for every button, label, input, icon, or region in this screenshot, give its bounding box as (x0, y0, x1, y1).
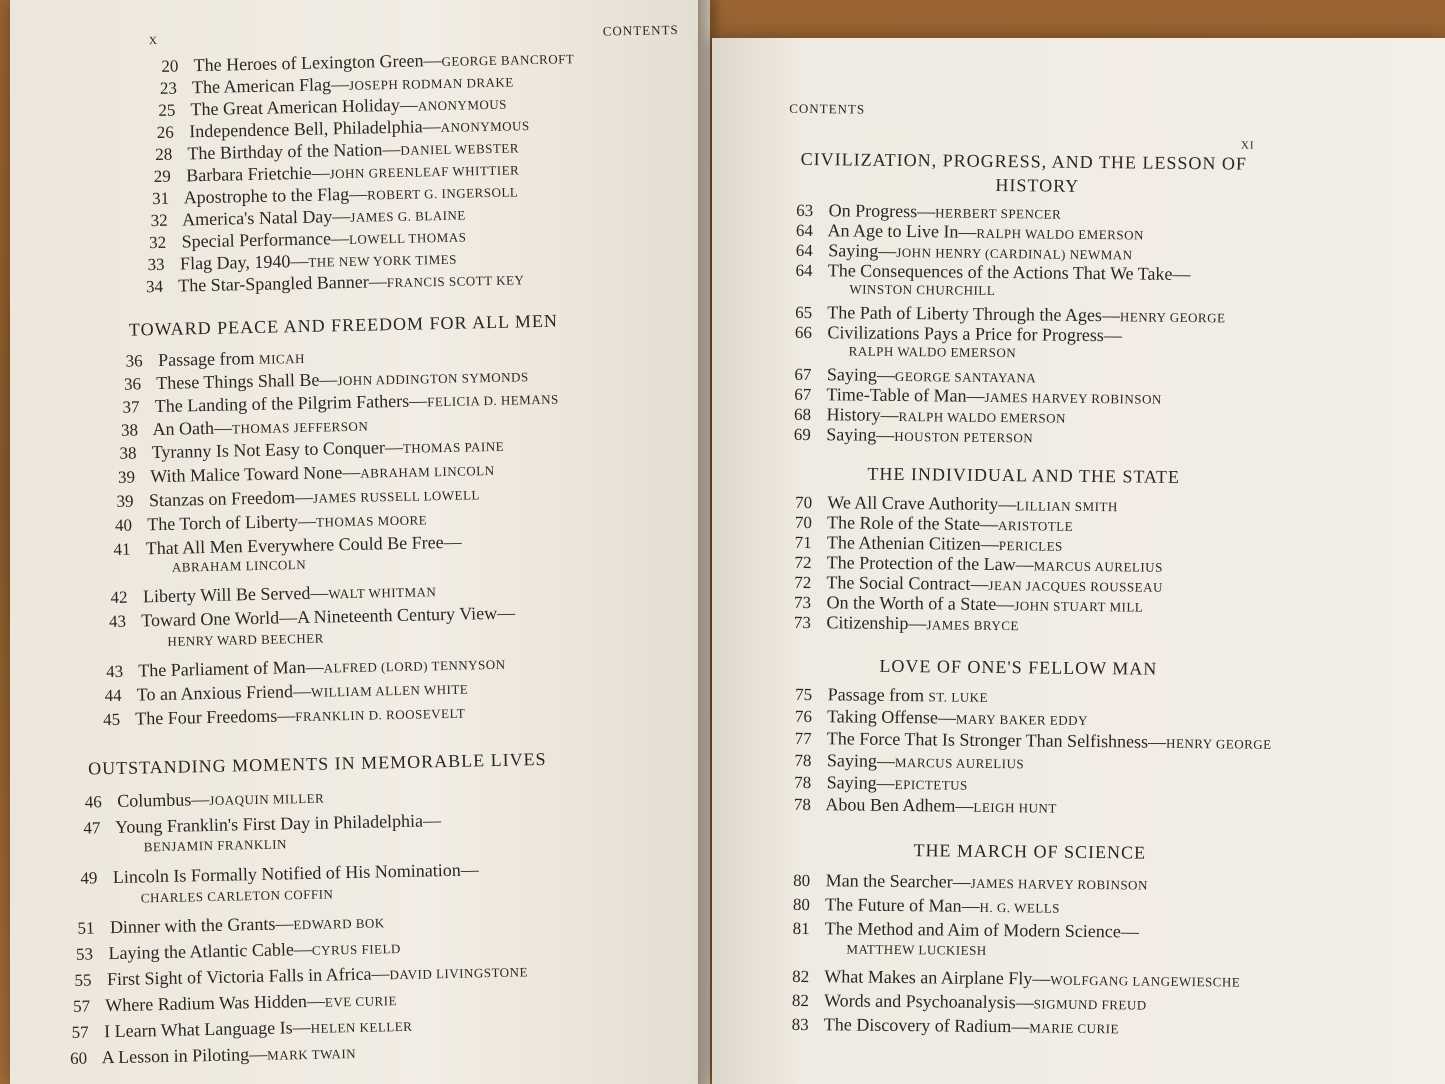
entry-author: HENRY GEORGE (1166, 735, 1272, 752)
toc-entry: 77 The Force That Is Stronger Than Selfishness—HENRY GEORGE (794, 728, 1272, 752)
entry-title: Passage from (827, 684, 929, 706)
page-number: 77 (794, 728, 812, 749)
entry-author: EPICTETUS (894, 776, 968, 793)
entry-author: PERICLES (998, 538, 1063, 554)
page-number: 38 (119, 443, 137, 463)
entry-author: JEAN JACQUES ROUSSEAU (988, 577, 1163, 595)
entry-title: That All Men Everywhere Could Be Free— (145, 531, 462, 559)
page-number: 70 (795, 492, 813, 513)
toc-entry: 73 Citizenship—JAMES BRYCE (793, 612, 1020, 634)
page-number: 67 (794, 364, 812, 385)
entry-author: HERBERT SPENCER (935, 205, 1062, 222)
page-number: 71 (794, 532, 812, 553)
toc-entry: 53 Laying the Atlantic Cable—CYRUS FIELD (75, 938, 401, 964)
entry-title: Young Franklin's First Day in Philadelphia— (114, 810, 442, 837)
entry-title: The Method and Aim of Modern Science— (824, 918, 1139, 942)
entry-author-continuation: WINSTON CHURCHILL (849, 281, 996, 298)
entry-title: The Consequences of the Actions That We Take— (827, 260, 1191, 285)
page-number: 43 (105, 661, 124, 682)
page-number: 51 (77, 918, 95, 938)
entry-author: JOHN ADDINGTON SYMONDS (337, 369, 529, 389)
entry-author: DANIEL WEBSTER (400, 140, 520, 158)
page-number: 23 (159, 78, 178, 98)
entry-title: Independence Bell, Philadelphia (189, 116, 423, 142)
page-number: 72 (794, 552, 812, 573)
page-number: 68 (793, 404, 812, 425)
left-page (10, 0, 710, 1084)
entry-title: Man the Searcher (825, 870, 953, 892)
toc-entry: 65 The Path of Liberty Through the Ages—HENRY GEORGE (795, 302, 1226, 326)
entry-author: LOWELL THOMAS (348, 229, 467, 247)
entry-title: The Protection of the Law (826, 552, 1016, 575)
section-heading: OUTSTANDING MOMENTS IN MEMORABLE LIVES (87, 748, 547, 779)
toc-entry: 68 History—RALPH WALDO EMERSON (793, 404, 1067, 426)
entry-author: JOHN STUART MILL (1014, 598, 1144, 615)
toc-entry: 76 Taking Offense—MARY BAKER EDDY (794, 706, 1088, 728)
page-number: 70 (794, 512, 813, 533)
entry-title: Words and Psychoanalysis (824, 990, 1016, 1013)
entry-author: JAMES HARVEY ROBINSON (984, 389, 1162, 407)
toc-entry: 45 The Four Freedoms—FRANKLIN D. ROOSEVELT (102, 705, 466, 730)
toc-entry: 39 Stanzas on Freedom—JAMES RUSSELL LOWELL (116, 486, 481, 511)
page-number: 57 (72, 996, 91, 1016)
right-page (712, 38, 1445, 1084)
entry-title: On the Worth of a State (826, 592, 997, 615)
entry-title: Abou Ben Adhem (825, 794, 956, 816)
page-number: 26 (156, 122, 175, 142)
page-number: 78 (794, 750, 812, 771)
entry-author: JAMES RUSSELL LOWELL (312, 487, 481, 506)
entry-title: The Four Freedoms (135, 705, 278, 729)
right-page-content (712, 38, 1445, 1084)
page-number: 78 (793, 794, 812, 815)
toc-entry: 32 America's Natal Day—JAMES G. BLAINE (150, 205, 466, 231)
toc-entry: 23 The American Flag—JOSEPH RODMAN DRAKE (159, 73, 514, 98)
toc-entry (80, 858, 479, 889)
toc-entry: 20 The Heroes of Lexington Green—GEORGE BANCROFT (161, 49, 575, 76)
page-number: 41 (113, 539, 131, 559)
page-number: 75 (795, 684, 813, 705)
entry-author: LEIGH HUNT (973, 799, 1057, 816)
entry-author: RALPH WALDO EMERSON (976, 225, 1144, 243)
section-heading: CIVILIZATION, PROGRESS, AND THE LESSON OF (800, 148, 1248, 174)
entry-author: JOHN HENRY (CARDINAL) NEWMAN (896, 244, 1133, 263)
toc-entry: 78 Saying—MARCUS AURELIUS (794, 750, 1025, 772)
toc-entry: 57 I Learn What Language Is—HELEN KELLER (71, 1016, 413, 1042)
entry-title: The Path of Liberty Through the Ages (827, 302, 1103, 326)
page-number: 64 (795, 220, 814, 241)
left-running-head: CONTENTS (602, 22, 679, 39)
section-heading: TOWARD PEACE AND FREEDOM FOR ALL MEN (128, 310, 559, 340)
entry-author: ROBERT G. INGERSOLL (367, 184, 519, 203)
page-number: 66 (794, 322, 813, 343)
toc-entry: 42 Liberty Will Be Served—WALT WHITMAN (110, 582, 437, 608)
page-number: 49 (80, 868, 98, 888)
toc-entry (83, 809, 441, 839)
page-number: 80 (792, 894, 811, 915)
entry-title: History (826, 404, 881, 425)
entry-author-continuation: HENRY WARD BEECHER (167, 630, 324, 649)
page-number: 39 (116, 491, 134, 511)
entry-author: ST. LUKE (928, 689, 989, 705)
toc-entry: 72 The Social Contract—JEAN JACQUES ROUSSEAU (794, 572, 1163, 595)
entry-author: JOAQUIN MILLER (209, 790, 325, 808)
page-number: 28 (155, 144, 173, 164)
page-number: 55 (74, 970, 92, 990)
page-number: 65 (795, 302, 813, 323)
entry-title: The Discovery of Radium (823, 1014, 1012, 1037)
toc-entry: 83 The Discovery of Radium—MARIE CURIE (791, 1014, 1120, 1037)
toc-entry: 82 Words and Psychoanalysis—SIGMUND FREUD (791, 990, 1147, 1013)
section-heading: HISTORY (995, 174, 1080, 196)
page-number: 80 (793, 870, 811, 891)
entry-title: Liberty Will Be Served (142, 582, 311, 607)
toc-entry: 67 Saying—GEORGE SANTAYANA (794, 364, 1037, 386)
entry-author: WOLFGANG LANGEWIESCHE (1050, 972, 1241, 990)
page-number: 64 (795, 260, 813, 281)
toc-entry: 67 Time-Table of Man—JAMES HARVEY ROBINSON (794, 384, 1162, 407)
toc-entry: 80 The Future of Man—H. G. WELLS (792, 894, 1061, 916)
toc-entry: 34 The Star-Spangled Banner—FRANCIS SCOTT KEY (145, 271, 525, 297)
entry-title: The Birthday of the Nation (187, 139, 383, 164)
right-folio: xi (1240, 135, 1255, 153)
entry-title: These Things Shall Be (156, 369, 320, 394)
entry-author: JAMES BRYCE (926, 617, 1020, 634)
toc-entry: 51 Dinner with the Grants—EDWARD BOK (77, 913, 385, 938)
page-number: 44 (104, 685, 122, 706)
toc-entry: 70 The Role of the State—ARISTOTLE (794, 512, 1074, 535)
page-number: 81 (792, 918, 810, 939)
page-number: 73 (793, 592, 812, 613)
page-number: 20 (161, 56, 179, 76)
page-number: 46 (84, 792, 103, 812)
toc-entry: 29 Barbara Frietchie—JOHN GREENLEAF WHITTIER (153, 162, 520, 187)
entry-author: HELEN KELLER (310, 1018, 413, 1036)
toc-entry: 38 An Oath—THOMAS JEFFERSON (120, 417, 369, 440)
entry-author: GEORGE BANCROFT (441, 51, 575, 69)
entry-title: The Star-Spangled Banner (177, 271, 369, 296)
page-number: 42 (110, 587, 128, 608)
entry-author: THOMAS PAINE (402, 438, 505, 456)
entry-title: Time-Table of Man (826, 384, 967, 406)
entry-author: JOSEPH RODMAN DRAKE (348, 74, 514, 93)
entry-author: GEORGE SANTAYANA (894, 368, 1037, 386)
section-heading: THE INDIVIDUAL AND THE STATE (867, 463, 1181, 487)
entry-author: FRANKLIN D. ROOSEVELT (295, 705, 466, 725)
entry-author: MARCUS AURELIUS (894, 754, 1025, 772)
page-number: 32 (150, 210, 168, 231)
page-number: 37 (122, 397, 140, 417)
entry-title: Saying (826, 424, 877, 445)
entry-author-continuation: RALPH WALDO EMERSON (848, 343, 1017, 361)
entry-author: MARIE CURIE (1029, 1020, 1120, 1037)
toc-entry: 64 An Age to Live In—RALPH WALDO EMERSON (795, 220, 1144, 243)
entry-author: DAVID LIVINGSTONE (389, 964, 529, 983)
entry-author: THOMAS MOORE (315, 512, 428, 530)
entry-author: HENRY GEORGE (1119, 309, 1226, 326)
entry-title: Laying the Atlantic Cable (108, 939, 295, 964)
page-number: 29 (153, 166, 171, 187)
entry-title: I Learn What Language Is (103, 1017, 293, 1042)
entry-title: The Future of Man (825, 894, 962, 916)
page-number: 76 (794, 706, 812, 727)
entry-author: THOMAS JEFFERSON (231, 418, 369, 437)
page-number: 53 (75, 944, 94, 964)
toc-entry: 28 The Birthday of the Nation—DANIEL WEBSTER (155, 138, 520, 164)
entry-author-continuation: ABRAHAM LINCOLN (171, 556, 307, 575)
page-number: 36 (125, 351, 143, 371)
entry-title: Flag Day, 1940 (179, 251, 291, 274)
entry-author: ALFRED (LORD) TENNYSON (323, 656, 506, 676)
entry-title: The Athenian Citizen (826, 532, 981, 554)
entry-title: Saying (828, 240, 879, 261)
page-number: 39 (117, 467, 136, 487)
entry-author: EDWARD BOK (293, 915, 385, 933)
page-number: 60 (69, 1048, 88, 1068)
toc-entry: 31 Apostrophe to the Flag—ROBERT G. INGERSOLL (151, 183, 519, 209)
entry-title: Apostrophe to the Flag (183, 183, 350, 208)
entry-title: Toward One World—A Nineteenth Century View— (140, 602, 516, 631)
entry-author: MARY BAKER EDDY (955, 711, 1088, 728)
page-number: 33 (147, 254, 165, 275)
entry-title: Saying (826, 750, 878, 771)
page-number: 83 (791, 1014, 809, 1035)
entry-author: WALT WHITMAN (328, 584, 437, 602)
entry-title: Taking Offense (826, 706, 939, 728)
toc-entry: 72 The Protection of the Law—MARCUS AURELIUS (794, 552, 1163, 575)
toc-entry: 71 The Athenian Citizen—PERICLES (794, 532, 1063, 555)
page-number: 25 (158, 100, 176, 120)
entry-title: Saying (826, 364, 878, 385)
toc-entry: 82 What Makes an Airplane Fly—WOLFGANG LANGEWIESCHE (792, 966, 1241, 990)
toc-entry: 80 Man the Searcher—JAMES HARVEY ROBINSON (793, 870, 1148, 893)
toc-entry: 60 A Lesson in Piloting—MARK TWAIN (69, 1043, 357, 1068)
toc-entry: 55 First Sight of Victoria Falls in Africa—DAVID LIVINGSTONE (74, 963, 529, 990)
page-number: 32 (148, 232, 167, 253)
entry-title: Civilizations Pays a Price for Progress— (827, 322, 1122, 346)
entry-title: First Sight of Victoria Falls in Africa (106, 963, 372, 990)
entry-author: ABRAHAM LINCOLN (360, 462, 495, 481)
entry-title: Barbara Frietchie (186, 162, 312, 186)
entry-author: MARK TWAIN (267, 1045, 357, 1063)
toc-entry: 64 Saying—JOHN HENRY (CARDINAL) NEWMAN (795, 240, 1133, 263)
entry-title: Columbus (117, 789, 192, 811)
entry-author: FELICIA D. HEMANS (426, 391, 559, 410)
entry-title: Dinner with the Grants (109, 913, 276, 938)
entry-author: JOHN GREENLEAF WHITTIER (329, 162, 520, 182)
toc-entry: 46 Columbus—JOAQUIN MILLER (84, 789, 325, 812)
toc-entry (795, 321, 1122, 347)
entry-title: An Oath (152, 417, 215, 440)
entry-title: The Heroes of Lexington Green (193, 50, 424, 76)
left-folio: x (148, 30, 158, 49)
entry-title: On Progress (828, 200, 918, 222)
page-number: 40 (114, 515, 133, 535)
page-number: 72 (794, 572, 812, 593)
entry-author: H. G. WELLS (979, 899, 1061, 916)
page-number: 82 (791, 990, 810, 1011)
toc-entry: 78 Abou Ben Adhem—LEIGH HUNT (793, 794, 1057, 816)
entry-title: Tyranny Is Not Easy to Conquer (151, 437, 386, 463)
entry-author: RALPH WALDO EMERSON (898, 408, 1067, 426)
entry-title: Where Radium Was Hidden (105, 991, 308, 1016)
entry-author: MICAH (258, 350, 306, 367)
right-running-head: CONTENTS (789, 100, 866, 117)
entry-author: HOUSTON PETERSON (894, 428, 1034, 446)
entry-author: ARISTOTLE (997, 518, 1074, 534)
entry-title: Saying (826, 772, 877, 793)
toc-entry: 39 With Malice Toward None—ABRAHAM LINCOLN (117, 461, 495, 487)
page-number: 47 (83, 818, 101, 838)
entry-author: WILLIAM ALLEN WHITE (310, 681, 469, 700)
entry-title: Lincoln Is Formally Notified of His Nomination— (112, 859, 479, 888)
entry-title: The Social Contract (826, 572, 971, 594)
entry-title: The Parliament of Man (138, 656, 306, 681)
toc-entry: 73 On the Worth of a State—JOHN STUART MILL (793, 592, 1144, 615)
entry-title: Special Performance (181, 228, 332, 252)
entry-title: What Makes an Airplane Fly (824, 966, 1033, 989)
entry-title: Stanzas on Freedom (148, 487, 296, 511)
page-number: 69 (793, 424, 811, 445)
entry-title: Passage from (157, 347, 260, 370)
entry-author: EVE CURIE (324, 993, 398, 1010)
page-number: 57 (71, 1022, 89, 1042)
entry-author: FRANCIS SCOTT KEY (386, 272, 525, 291)
entry-author: MARCUS AURELIUS (1033, 558, 1163, 575)
toc-entry: 40 The Torch of Liberty—THOMAS MOORE (114, 510, 428, 535)
page-number: 64 (795, 240, 813, 261)
entry-author-continuation: BENJAMIN FRANKLIN (143, 836, 288, 855)
toc-entry: 25 The Great American Holiday—ANONYMOUS (158, 94, 508, 120)
page-number: 63 (796, 200, 814, 221)
page-number: 78 (794, 772, 812, 793)
entry-title: An Age to Live In (827, 220, 959, 242)
toc-entry: 70 We All Crave Authority—LILLIAN SMITH (795, 492, 1118, 515)
entry-title: A Lesson in Piloting (101, 1044, 250, 1068)
toc-entry: 78 Saying—EPICTETUS (794, 772, 968, 793)
page-number: 36 (123, 374, 142, 394)
page-number: 38 (120, 420, 139, 440)
toc-entry: 26 Independence Bell, Philadelphia—ANONYMOUS (156, 116, 530, 142)
entry-title: The Landing of the Pilgrim Fathers (154, 390, 410, 417)
entry-title: America's Natal Day (181, 206, 333, 230)
entry-title: The Torch of Liberty (146, 511, 299, 535)
entry-title: Citizenship (826, 612, 909, 634)
page-number: 34 (145, 276, 164, 297)
entry-author: SIGMUND FREUD (1033, 996, 1147, 1013)
entry-author-continuation: MATTHEW LUCKIESH (846, 941, 987, 958)
entry-title: To an Anxious Friend (136, 681, 294, 705)
toc-entry: 38 Tyranny Is Not Easy to Conquer—THOMAS PAINE (119, 436, 505, 463)
toc-entry: 44 To an Anxious Friend—WILLIAM ALLEN WHITE (104, 680, 469, 706)
page-number: 43 (108, 611, 127, 632)
entry-author: JAMES G. BLAINE (350, 207, 466, 225)
toc-entry: 33 Flag Day, 1940—THE NEW YORK TIMES (147, 250, 458, 275)
page-number: 31 (151, 188, 170, 209)
entry-title: The Role of the State (827, 512, 981, 534)
entry-author: LILLIAN SMITH (1016, 498, 1118, 515)
toc-entry: 69 Saying—HOUSTON PETERSON (793, 424, 1034, 446)
page-number: 67 (794, 384, 812, 405)
left-page-content (10, 0, 710, 1084)
entry-author-continuation: CHARLES CARLETON COFFIN (140, 886, 334, 906)
entry-author: CYRUS FIELD (311, 941, 401, 958)
page-number: 73 (793, 612, 811, 633)
entry-title: With Malice Toward None (149, 462, 343, 487)
page-number: 82 (792, 966, 810, 987)
toc-entry: 37 The Landing of the Pilgrim Fathers—FELICIA D. HEMANS (122, 390, 559, 417)
entry-author: JAMES HARVEY ROBINSON (970, 875, 1148, 893)
entry-author: THE NEW YORK TIMES (308, 251, 458, 270)
entry-author: ANONYMOUS (440, 118, 530, 136)
toc-entry: 57 Where Radium Was Hidden—EVE CURIE (72, 990, 398, 1016)
toc-entry: 63 On Progress—HERBERT SPENCER (796, 200, 1062, 222)
toc-entry: 32 Special Performance—LOWELL THOMAS (148, 227, 467, 253)
page-number: 45 (102, 709, 121, 730)
entry-author: ANONYMOUS (417, 96, 508, 114)
section-heading: THE MARCH OF SCIENCE (913, 840, 1147, 863)
entry-title: The Great American Holiday (190, 94, 401, 120)
toc-entry: 43 The Parliament of Man—ALFRED (LORD) TENNYSON (105, 656, 506, 682)
section-heading: LOVE OF ONE'S FELLOW MAN (879, 655, 1158, 679)
toc-entry (793, 917, 1139, 944)
entry-title: The American Flag (191, 74, 332, 98)
toc-entry: 36 These Things Shall Be—JOHN ADDINGTON SYMONDS (123, 369, 529, 394)
entry-title: The Force That Is Stronger Than Selfishness (826, 728, 1149, 752)
entry-title: We All Crave Authority (827, 492, 999, 515)
